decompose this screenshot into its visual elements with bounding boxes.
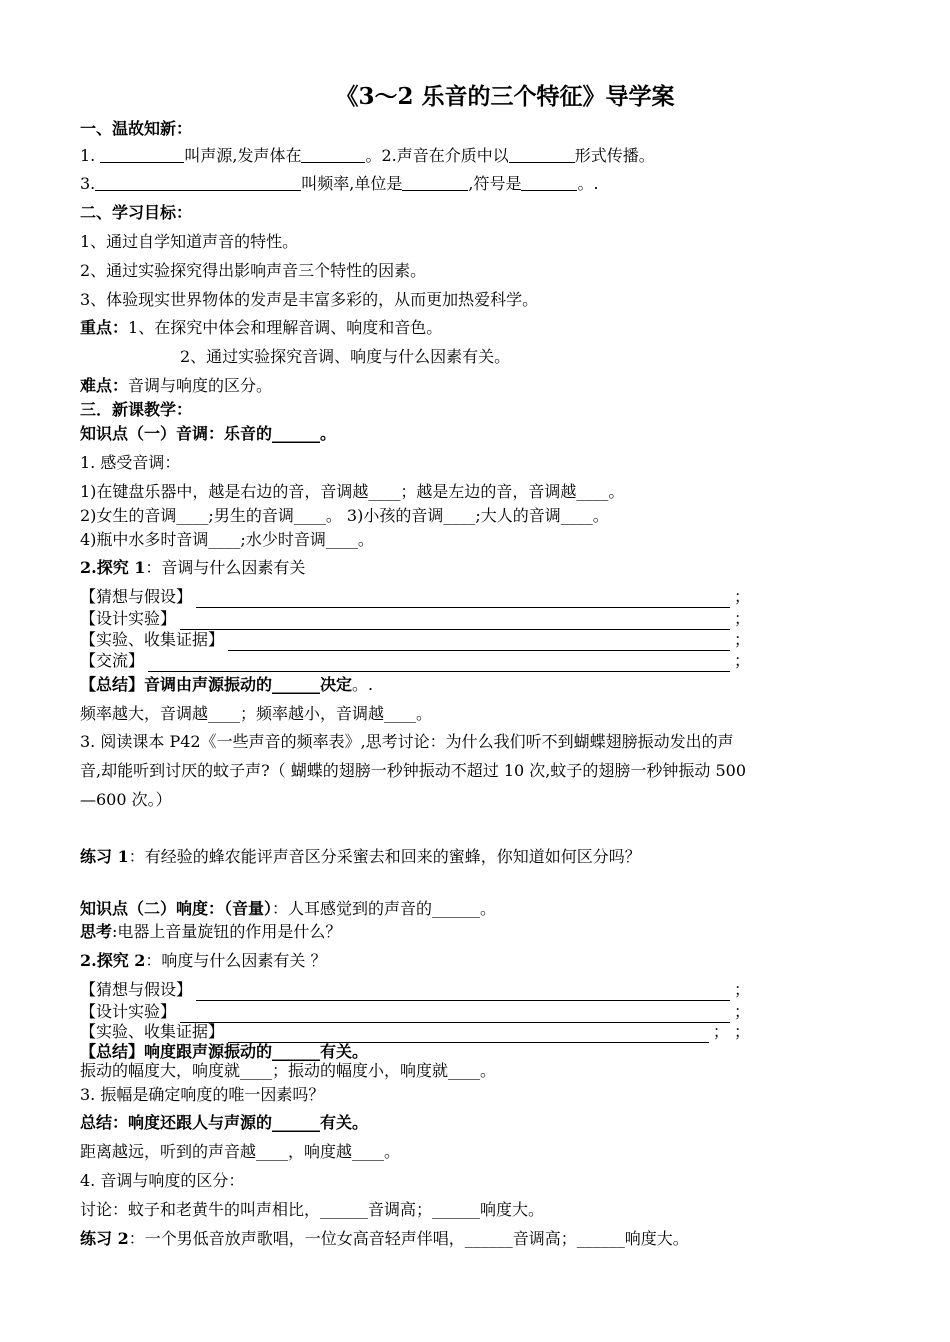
- review-question-1: 1. 叫声源,发声体在 。2.声音在介质中以 形式传播。: [80, 146, 655, 165]
- step-1: 1. 感受音调：: [80, 453, 181, 472]
- page-title: 《3～2 乐音的三个特征》导学案: [335, 83, 675, 110]
- distance-rule: 距离越远，听到的声音越____，响度越____。: [80, 1142, 401, 1161]
- exercise-2: 练习 2：一个男低音放声歌唱，一位女高音轻声伴唱，______音调高；______响度大。: [80, 1229, 689, 1248]
- reading-task: 音,却能听到讨厌的蚊子声?（ 蝴蝶的翅膀一秒钟振动不超过 10 次,蚊子的翅膀一秒钟振动 500: [80, 761, 746, 780]
- review-question-3: 3. 叫频率,单位是 ,符号是 。.: [80, 174, 599, 193]
- step-1-item: 1)在键盘乐器中，越是右边的音，音调越____；越是左边的音，音调越____。: [80, 482, 625, 501]
- reading-task: —600 次。）: [80, 790, 172, 809]
- blank[interactable]: [402, 174, 468, 191]
- inquiry-1-guess: 【猜想与假设】 ；: [80, 587, 750, 606]
- exercise-1: 练习 1：有经验的蜂农能评声音区分采蜜去和回来的蜜蜂，你知道如何区分吗？: [80, 847, 641, 866]
- inquiry-1-experiment: 【实验、收集证据】 ；: [80, 630, 750, 649]
- step-3-question: 3. 振幅是确定响度的唯一因素吗？: [80, 1085, 325, 1104]
- step-4: 4. 音调与响度的区分：: [80, 1171, 245, 1190]
- inquiry-1: 2.探究 1：音调与什么因素有关: [80, 558, 306, 577]
- difficult-point: 难点：音调与响度的区分。: [80, 376, 273, 395]
- inquiry-1-summary: 【总结】音调由声源振动的______决定。.: [80, 675, 374, 694]
- answer-line[interactable]: [180, 612, 730, 630]
- answer-line[interactable]: [196, 983, 730, 1001]
- discussion: 讨论：蚊子和老黄牛的叫声相比，______音调高；______响度大。: [80, 1200, 545, 1219]
- knowledge-point-2: 知识点（二）响度：（音量）：人耳感觉到的声音的______。: [80, 899, 497, 918]
- answer-line[interactable]: [228, 633, 730, 651]
- blank[interactable]: [100, 146, 184, 163]
- key-points: 重点：1、在探究中体会和理解音调、响度和音色。: [80, 318, 443, 337]
- step-1-item: 2)女生的音调____;男生的音调____。 3)小孩的音调____;大人的音调____。: [80, 506, 609, 525]
- blank[interactable]: [95, 174, 301, 191]
- inquiry-2: 2.探究 2：响度与什么因素有关 ？: [80, 951, 327, 970]
- goal-item: 1、通过自学知道声音的特性。: [80, 232, 299, 251]
- section-goals-heading: 二、学习目标：: [80, 203, 193, 222]
- goal-item: 3、体验现实世界物体的发声是丰富多彩的，从而更加热爱科学。: [80, 290, 539, 309]
- inquiry-2-experiment: 【实验、收集证据】 ； ；: [80, 1022, 750, 1041]
- distance-summary: 总结：响度还跟人与声源的______有关。: [80, 1113, 369, 1132]
- blank[interactable]: [521, 174, 577, 191]
- key-point-2: 2、通过实验探究音调、响度与什么因素有关。: [180, 347, 511, 366]
- section-review-heading: 一、温故知新：: [80, 119, 193, 138]
- reading-task: 3. 阅读课本 P42《一些声音的频率表》,思考讨论：为什么我们听不到蝴蝶翅膀振动发出的声: [80, 732, 734, 751]
- answer-line[interactable]: [148, 654, 730, 672]
- amplitude-rule: 振动的幅度大，响度就____；振动的幅度小，响度就____。: [80, 1061, 497, 1080]
- blank[interactable]: [509, 146, 575, 163]
- inquiry-1-design: 【设计实验】 ；: [80, 609, 750, 628]
- blank[interactable]: [301, 146, 365, 163]
- inquiry-2-design: 【设计实验】 ；: [80, 1002, 750, 1021]
- frequency-rule: 频率越大，音调越____；频率越小，音调越____。: [80, 704, 433, 723]
- answer-line[interactable]: [196, 590, 730, 608]
- inquiry-1-exchange: 【交流】 ；: [80, 651, 750, 670]
- knowledge-point-1: 知识点（一）音调：乐音的______。: [80, 424, 337, 443]
- section-lesson-heading: 三．新课教学：: [80, 400, 193, 419]
- goal-item: 2、通过实验探究得出影响声音三个特性的因素。: [80, 261, 427, 280]
- think-question: 思考:电器上音量旋钮的作用是什么？: [80, 922, 342, 941]
- inquiry-2-guess: 【猜想与假设】 ；: [80, 980, 750, 999]
- inquiry-2-summary: 【总结】响度跟声源振动的______有关。: [80, 1042, 369, 1061]
- step-1-item: 4)瓶中水多时音调____;水少时音调____。: [80, 530, 374, 549]
